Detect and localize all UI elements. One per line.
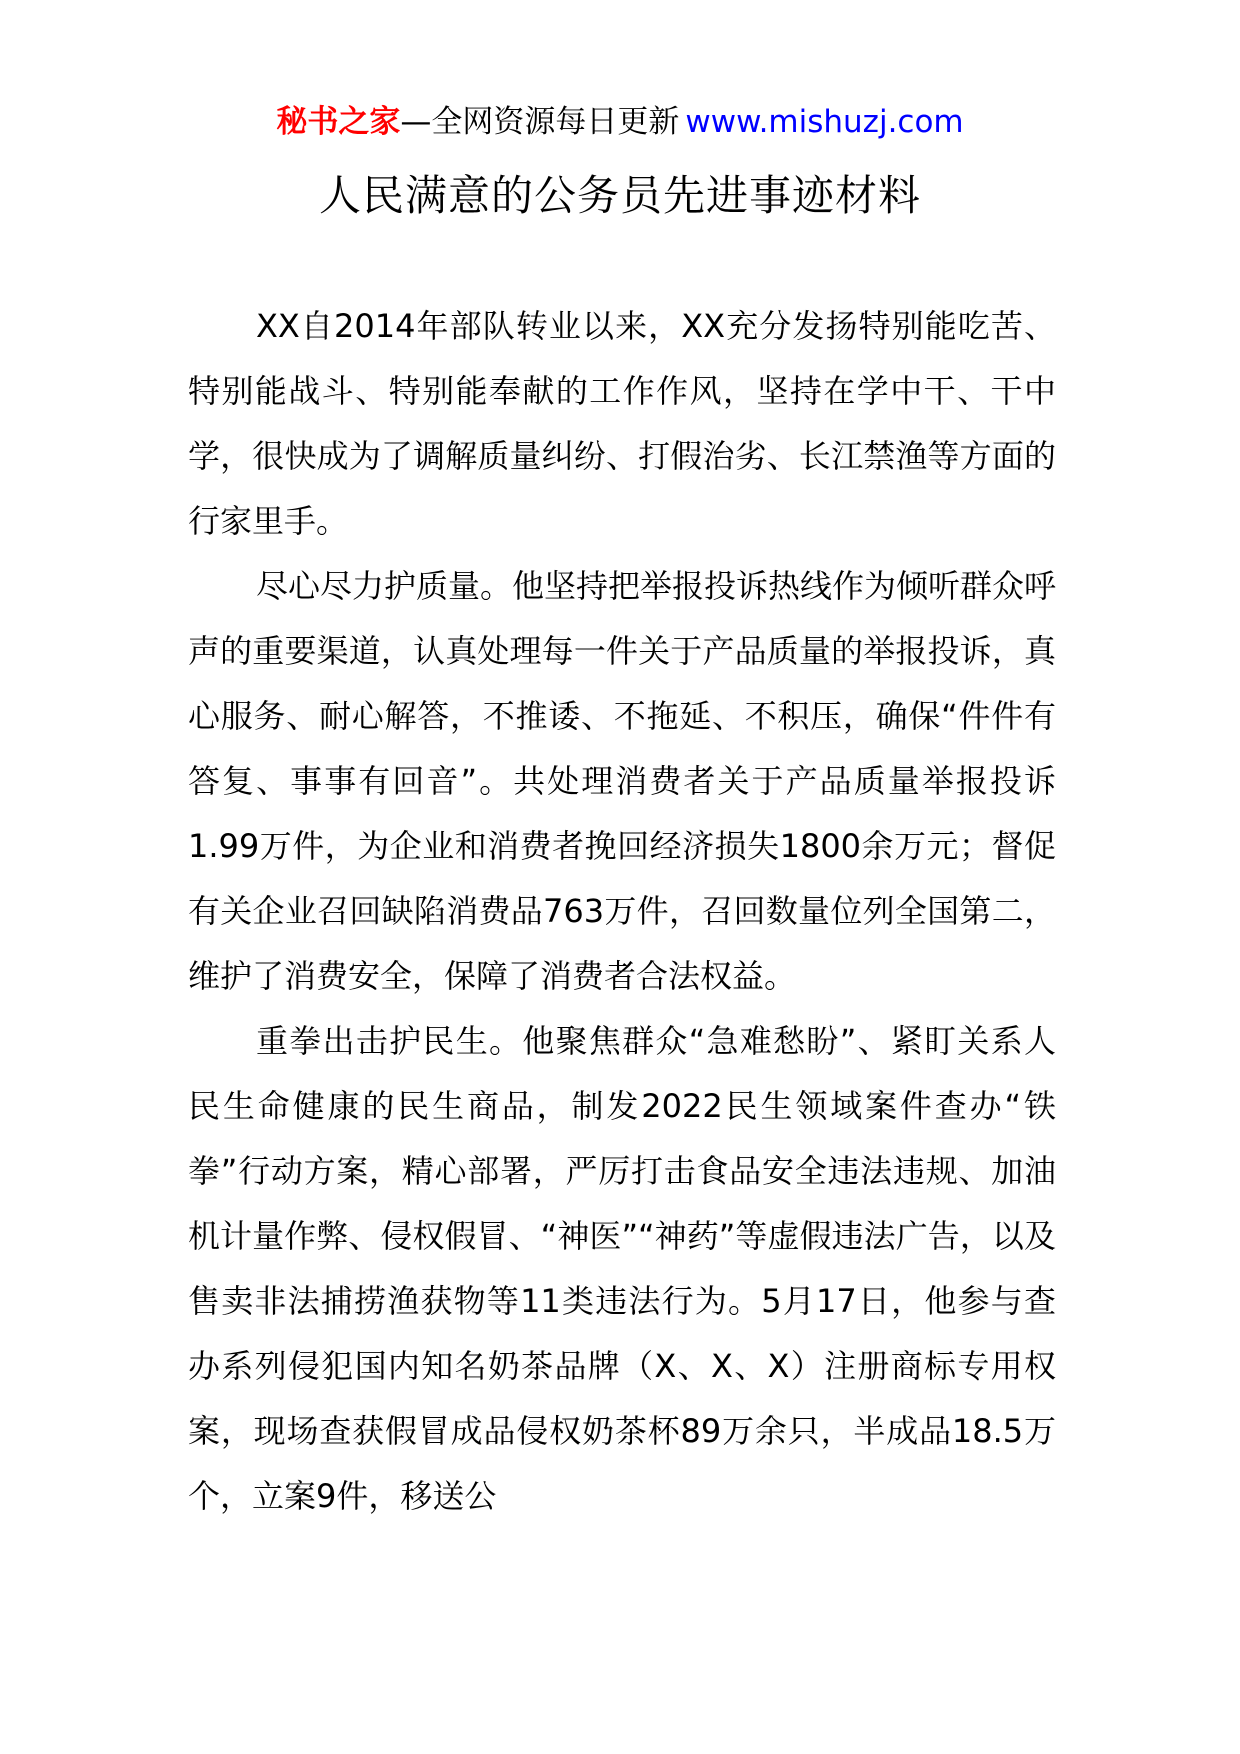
paragraph-intro: XX自2014年部队转业以来，XX充分发扬特别能吃苦、特别能战斗、特别能奉献的工作作风，坚持在学中干、干中学，很快成为了调解质量纠纷、打假治劣、长江禁渔等方面的行家里手。 bbox=[188, 307, 1056, 540]
paragraph-quality: 尽心尽力护质量。他坚持把举报投诉热线作为倾听群众呼声的重要渠道，认真处理每一件关于产品质量的举报投诉，真心服务、耐心解答，不推诿、不拖延、不积压，确保“件件有答复、事事有回音”。共处理消费者关于产品质量举报投诉1.99万件，为企业和消费者挽回经济损失1800余万元；督促有关企业召回缺陷消费品763万件，召回数量位列全国第二，维护了消费安全，保障了消费者合法权益。 bbox=[188, 567, 1057, 995]
paragraph-livelihood: 重拳出击护民生。他聚焦群众“急难愁盼”、紧盯关系人民生命健康的民生商品，制发2022民生领域案件查办“铁拳”行动方案，精心部署，严厉打击食品安全违法违规、加油机计量作弊、侵权假冒、“神医”“神药”等虚假违法广告，以及售卖非法捕捞渔获物等11类违法行为。5月17日，他参与查办系列侵犯国内知名奶茶品牌（X、X、X）注册商标专用权案，现场查获假冒成品侵权奶茶杯89万余只，半成品18.5万个，立案9件，移送公 bbox=[188, 1022, 1056, 1515]
site-url-link[interactable]: www.mishuzj.com bbox=[685, 104, 964, 140]
brand-name: 秘书之家 bbox=[276, 104, 401, 140]
header-tagline: —全网资源每日更新 bbox=[400, 104, 680, 140]
document-body bbox=[188, 294, 1056, 1529]
document-title: 人民满意的公务员先进事迹材料 bbox=[318, 171, 921, 220]
site-header bbox=[0, 102, 1240, 142]
